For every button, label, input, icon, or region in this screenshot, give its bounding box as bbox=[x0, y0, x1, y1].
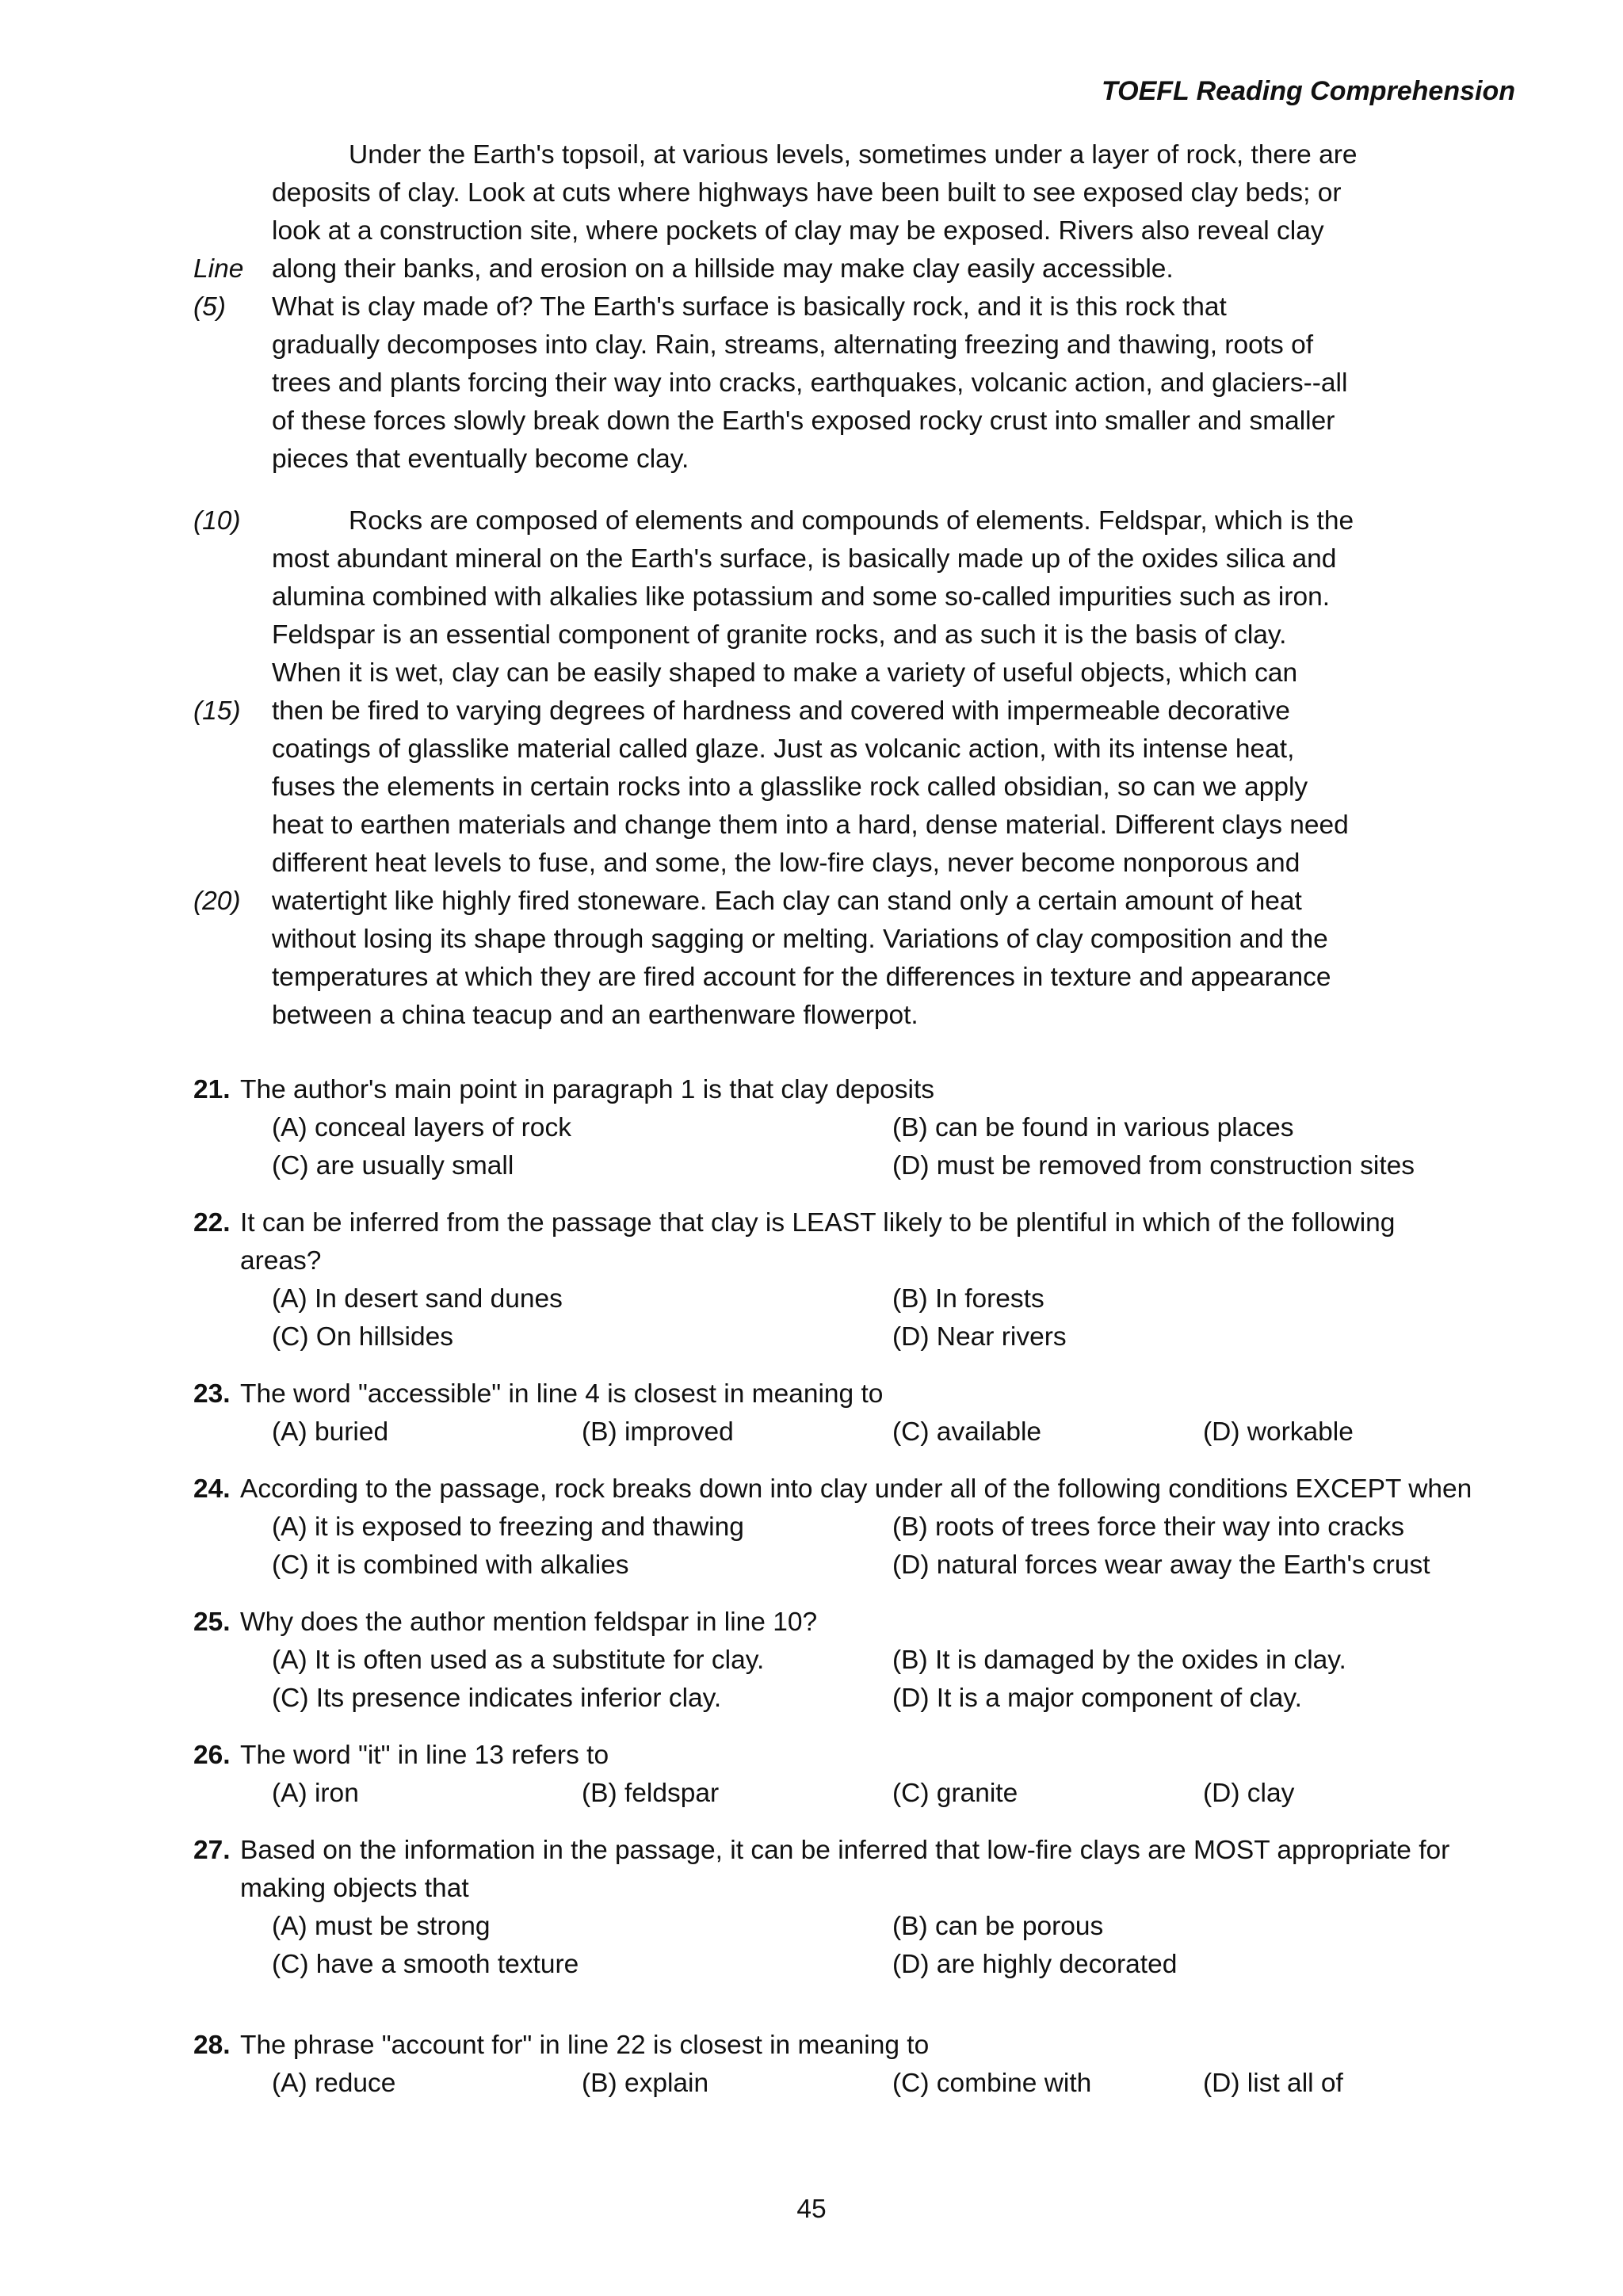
answer-option[interactable]: (B) can be found in various places bbox=[892, 1113, 1294, 1142]
options-row bbox=[0, 1413, 1623, 1451]
answer-option[interactable]: (B) explain bbox=[582, 2069, 709, 2098]
options-row bbox=[0, 1642, 1623, 1680]
options-row bbox=[0, 1508, 1623, 1547]
answer-option[interactable]: (D) It is a major component of clay. bbox=[892, 1684, 1302, 1713]
question-item bbox=[0, 1604, 1623, 1718]
passage-line-text: Under the Earth's topsoil, at various levels, sometimes under a layer of rock, there are bbox=[349, 140, 1358, 170]
options-row bbox=[0, 1547, 1623, 1585]
answer-option[interactable]: (A) conceal layers of rock bbox=[272, 1113, 571, 1142]
question-stem: The word "it" in line 13 refers to bbox=[240, 1741, 609, 1770]
answer-option[interactable]: (A) It is often used as a substitute for clay. bbox=[272, 1646, 765, 1675]
passage-line bbox=[0, 326, 1623, 364]
passage-line-text: different heat levels to fuse, and some, the low-fire clays, never become nonporous and bbox=[272, 849, 1300, 878]
line-number: (20) bbox=[193, 887, 241, 916]
question-stem-line bbox=[0, 1071, 1623, 1109]
passage-line bbox=[0, 769, 1623, 807]
question-number: 28. bbox=[193, 2031, 231, 2060]
question-stem-line bbox=[0, 1204, 1623, 1242]
options-row bbox=[0, 1775, 1623, 1813]
options-row bbox=[0, 1280, 1623, 1318]
question-item bbox=[0, 1470, 1623, 1585]
passage-line bbox=[0, 540, 1623, 578]
passage-line bbox=[0, 883, 1623, 921]
passage-line bbox=[0, 845, 1623, 883]
passage-line-text: coatings of glasslike material called glaze. Just as volcanic action, with its intense heat, bbox=[272, 734, 1295, 764]
answer-option[interactable]: (C) combine with bbox=[892, 2069, 1092, 2098]
passage-line-text: of these forces slowly break down the Earth's exposed rocky crust into smaller and smaller bbox=[272, 406, 1335, 436]
passage-line bbox=[0, 959, 1623, 997]
passage-line bbox=[0, 807, 1623, 845]
passage-line bbox=[0, 288, 1623, 326]
passage-paragraph bbox=[0, 502, 1623, 1035]
answer-option[interactable]: (D) list all of bbox=[1203, 2069, 1343, 2098]
answer-option[interactable]: (D) Near rivers bbox=[892, 1322, 1067, 1352]
options-row bbox=[0, 1318, 1623, 1356]
question-number: 23. bbox=[193, 1379, 231, 1409]
answer-option[interactable]: (C) are usually small bbox=[272, 1151, 514, 1180]
question-number: 22. bbox=[193, 1208, 231, 1238]
question-list bbox=[0, 1071, 1623, 2122]
answer-option[interactable]: (B) feldspar bbox=[582, 1779, 720, 1808]
passage-line bbox=[0, 578, 1623, 616]
line-number: (5) bbox=[193, 292, 226, 322]
question-number: 26. bbox=[193, 1741, 231, 1770]
question-item bbox=[0, 1832, 1623, 1984]
question-stem-line bbox=[0, 1375, 1623, 1413]
question-item bbox=[0, 1204, 1623, 1356]
question-stem-line bbox=[0, 1737, 1623, 1775]
options-row bbox=[0, 1946, 1623, 1984]
answer-option[interactable]: (B) roots of trees force their way into cracks bbox=[892, 1512, 1405, 1542]
answer-option[interactable]: (C) Its presence indicates inferior clay. bbox=[272, 1684, 722, 1713]
question-stem: The phrase "account for" in line 22 is closest in meaning to bbox=[240, 2031, 930, 2060]
answer-option[interactable]: (B) In forests bbox=[892, 1284, 1044, 1314]
answer-option[interactable]: (C) available bbox=[892, 1417, 1042, 1447]
passage-line-text: most abundant mineral on the Earth's surface, is basically made up of the oxides silica and bbox=[272, 544, 1337, 574]
passage-line bbox=[0, 174, 1623, 212]
passage-line bbox=[0, 441, 1623, 479]
passage-line-text: watertight like highly fired stoneware. Each clay can stand only a certain amount of heat bbox=[272, 887, 1302, 916]
passage-line bbox=[0, 692, 1623, 730]
answer-option[interactable]: (A) reduce bbox=[272, 2069, 396, 2098]
answer-option[interactable]: (A) buried bbox=[272, 1417, 389, 1447]
answer-option[interactable]: (D) natural forces wear away the Earth's crust bbox=[892, 1550, 1430, 1580]
options-row bbox=[0, 1680, 1623, 1718]
question-stem: Based on the information in the passage, it can be inferred that low-fire clays are MOST appropriate for bbox=[240, 1836, 1450, 1865]
passage-line-text: temperatures at which they are fired account for the differences in texture and appearance bbox=[272, 963, 1331, 992]
options-row bbox=[0, 1908, 1623, 1946]
answer-option[interactable]: (C) On hillsides bbox=[272, 1322, 453, 1352]
question-stem-line bbox=[0, 1470, 1623, 1508]
line-number: Line bbox=[193, 254, 244, 284]
question-stem: areas? bbox=[240, 1246, 322, 1276]
reading-passage bbox=[0, 136, 1623, 1035]
page-number: 45 bbox=[796, 2195, 827, 2224]
passage-line-text: heat to earthen materials and change them into a hard, dense material. Different clays need bbox=[272, 810, 1349, 840]
passage-paragraph bbox=[0, 136, 1623, 479]
question-number: 25. bbox=[193, 1608, 231, 1637]
page-header-title: TOEFL Reading Comprehension bbox=[1101, 76, 1515, 106]
answer-option[interactable]: (D) must be removed from construction sites bbox=[892, 1151, 1415, 1180]
options-row bbox=[0, 1109, 1623, 1147]
line-number: (15) bbox=[193, 696, 241, 726]
answer-option[interactable]: (D) clay bbox=[1203, 1779, 1295, 1808]
question-stem: According to the passage, rock breaks down into clay under all of the following conditions EXCEPT when bbox=[240, 1474, 1472, 1504]
question-item bbox=[0, 1071, 1623, 1185]
line-number: (10) bbox=[193, 506, 241, 536]
question-stem-line bbox=[0, 1870, 1623, 1908]
answer-option[interactable]: (D) workable bbox=[1203, 1417, 1354, 1447]
passage-line-text: pieces that eventually become clay. bbox=[272, 444, 689, 474]
passage-line bbox=[0, 921, 1623, 959]
passage-line bbox=[0, 402, 1623, 441]
passage-line-text: between a china teacup and an earthenware flowerpot. bbox=[272, 1001, 918, 1030]
passage-line-text: Rocks are composed of elements and compounds of elements. Feldspar, which is the bbox=[349, 506, 1354, 536]
question-stem: making objects that bbox=[240, 1874, 469, 1903]
passage-line-text: along their banks, and erosion on a hillside may make clay easily accessible. bbox=[272, 254, 1174, 284]
question-stem: It can be inferred from the passage that clay is LEAST likely to be plentiful in which of the following bbox=[240, 1208, 1396, 1238]
passage-line bbox=[0, 997, 1623, 1035]
options-row bbox=[0, 2065, 1623, 2103]
passage-line-text: deposits of clay. Look at cuts where highways have been built to see exposed clay beds; or bbox=[272, 178, 1342, 208]
passage-line bbox=[0, 250, 1623, 288]
passage-line-text: without losing its shape through sagging or melting. Variations of clay composition and the bbox=[272, 925, 1328, 954]
question-stem-line bbox=[0, 1604, 1623, 1642]
question-item bbox=[0, 1737, 1623, 1813]
passage-line bbox=[0, 364, 1623, 402]
passage-line-text: alumina combined with alkalies like potassium and some so-called impurities such as iron. bbox=[272, 582, 1331, 612]
passage-line bbox=[0, 654, 1623, 692]
answer-option[interactable]: (B) It is damaged by the oxides in clay. bbox=[892, 1646, 1346, 1675]
passage-line-text: look at a construction site, where pockets of clay may be exposed. Rivers also reveal clay bbox=[272, 216, 1324, 246]
question-stem-line bbox=[0, 1832, 1623, 1870]
answer-option[interactable]: (A) In desert sand dunes bbox=[272, 1284, 563, 1314]
passage-line bbox=[0, 616, 1623, 654]
answer-option[interactable]: (C) have a smooth texture bbox=[272, 1950, 579, 1979]
answer-option[interactable]: (B) can be porous bbox=[892, 1912, 1104, 1941]
answer-option[interactable]: (A) it is exposed to freezing and thawing bbox=[272, 1512, 744, 1542]
answer-option[interactable]: (A) iron bbox=[272, 1779, 359, 1808]
answer-option[interactable]: (A) must be strong bbox=[272, 1912, 491, 1941]
passage-line-text: trees and plants forcing their way into cracks, earthquakes, volcanic action, and glaciers--all bbox=[272, 368, 1348, 398]
passage-line bbox=[0, 212, 1623, 250]
passage-line bbox=[0, 730, 1623, 769]
passage-line-text: Feldspar is an essential component of granite rocks, and as such it is the basis of clay. bbox=[272, 620, 1287, 650]
question-item bbox=[0, 1375, 1623, 1451]
question-number: 24. bbox=[193, 1474, 231, 1504]
question-number: 21. bbox=[193, 1075, 231, 1104]
answer-option[interactable]: (C) granite bbox=[892, 1779, 1018, 1808]
passage-line-text: gradually decomposes into clay. Rain, streams, alternating freezing and thawing, roots of bbox=[272, 330, 1314, 360]
answer-option[interactable]: (D) are highly decorated bbox=[892, 1950, 1178, 1979]
passage-line-text: fuses the elements in certain rocks into a glasslike rock called obsidian, so can we apply bbox=[272, 772, 1308, 802]
passage-line bbox=[0, 136, 1623, 174]
passage-line-text: What is clay made of? The Earth's surface is basically rock, and it is this rock that bbox=[272, 292, 1227, 322]
answer-option[interactable]: (B) improved bbox=[582, 1417, 734, 1447]
question-stem-line bbox=[0, 2027, 1623, 2065]
question-stem-line bbox=[0, 1242, 1623, 1280]
question-stem: The word "accessible" in line 4 is closest in meaning to bbox=[240, 1379, 884, 1409]
question-stem: The author's main point in paragraph 1 is that clay deposits bbox=[240, 1075, 935, 1104]
passage-line bbox=[0, 502, 1623, 540]
passage-line-text: then be fired to varying degrees of hardness and covered with impermeable decorative bbox=[272, 696, 1290, 726]
passage-line-text: When it is wet, clay can be easily shaped to make a variety of useful objects, which can bbox=[272, 658, 1298, 688]
options-row bbox=[0, 1147, 1623, 1185]
answer-option[interactable]: (C) it is combined with alkalies bbox=[272, 1550, 629, 1580]
question-stem: Why does the author mention feldspar in line 10? bbox=[240, 1608, 818, 1637]
question-item bbox=[0, 2027, 1623, 2103]
question-number: 27. bbox=[193, 1836, 231, 1865]
